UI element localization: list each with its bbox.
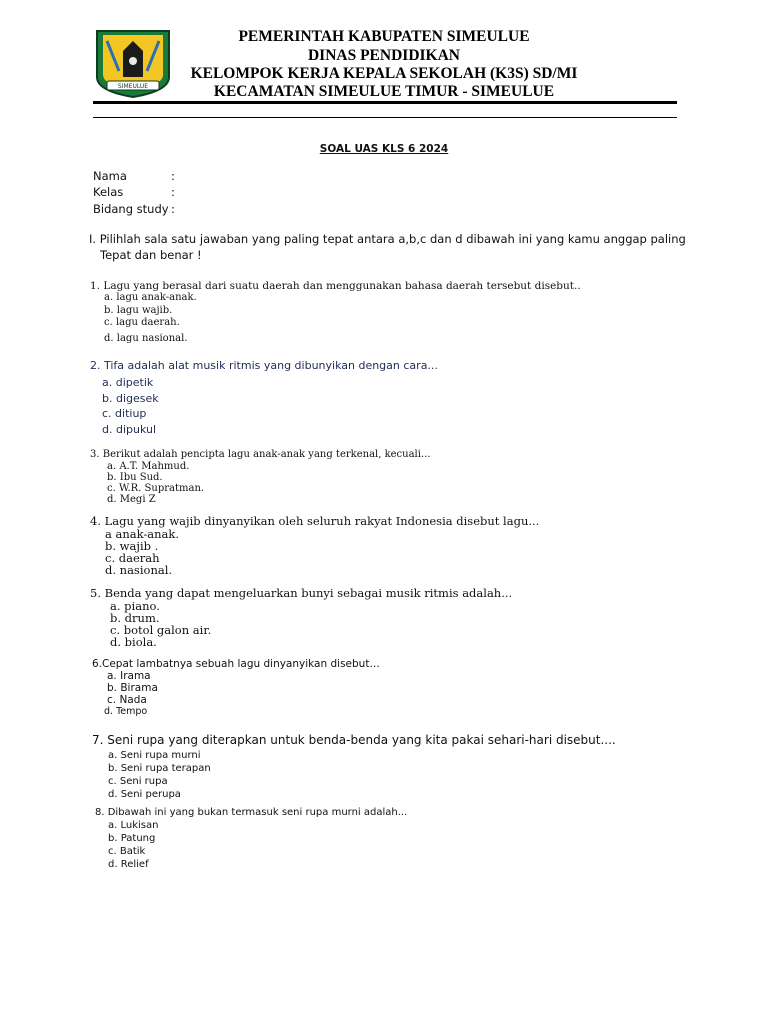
question-4 [90,514,539,576]
instruction-line-1: I. Pilihlah sala satu jawaban yang paling tepat antara a,b,c dan d dibawah ini yang kamu anggap paling [89,232,686,246]
option-a: a. Irama [107,670,151,682]
question-text: 8. Dibawah ini yang bukan termasuk seni rupa murni adalah... [95,807,408,818]
instruction-line-2: Tepat dan benar ! [100,248,202,262]
logo-ribbon-text: SIMEULUE [117,83,149,90]
identity-label: Kelas [93,185,124,199]
option-c: c. Nada [107,694,147,706]
identity-row-nama [93,169,175,183]
option-b: b. drum. [110,611,160,625]
option-b: b. wajib . [105,539,159,553]
option-d: d. Tempo [104,706,148,717]
identity-colon: : [171,185,175,199]
question-text: 7. Seni rupa yang diterapkan untuk benda-benda yang kita pakai sehari-hari disebut.... [92,733,616,747]
header-divider-thick [93,101,677,104]
header-divider-thin [93,117,677,118]
option-d: d. Seni perupa [108,789,181,800]
option-b: b. Birama [107,682,158,694]
option-a: a anak-anak. [105,527,180,541]
option-d: d. nasional. [105,563,173,577]
header-line-1: PEMERINTAH KABUPATEN SIMEULUE [238,28,530,45]
question-8 [95,807,407,871]
header-line-4: KECAMATAN SIMEULUE TIMUR - SIMEULUE [213,83,555,100]
exam-title: SOAL UAS KLS 6 2024 [319,143,449,155]
option-a: a. Seni rupa murni [108,750,201,761]
identity-label: Nama [93,169,127,183]
option-d: d. Megi Z [107,494,156,505]
option-d: d. dipukul [102,422,157,436]
option-a: a. Lukisan [108,820,159,831]
question-text: 3. Berikut adalah pencipta lagu anak-anak yang terkenal, kecuali... [90,449,431,460]
identity-row-bidang-study [93,202,175,216]
question-6 [92,658,380,718]
option-a: a. lagu anak-anak. [104,292,197,303]
option-c: c. botol galon air. [110,623,212,637]
identity-label: Bidang study [93,202,169,216]
option-b: b. lagu wajib. [104,304,173,316]
question-3 [90,449,431,505]
question-5 [90,586,512,648]
header-line-2: DINAS PENDIDIKAN [307,47,460,64]
question-text: 1. Lagu yang berasal dari suatu daerah dan menggunakan bahasa daerah tersebut disebut.. [90,280,581,292]
option-c: c. daerah [105,551,160,565]
option-a: a. A.T. Mahmud. [107,461,190,472]
option-d: d. biola. [110,635,157,649]
option-c: c. lagu daerah. [104,317,180,328]
question-text: 6.Cepat lambatnya sebuah lagu dinyanyikan disebut… [92,658,380,670]
option-b: b. Seni rupa terapan [108,763,211,774]
question-7 [92,729,616,801]
identity-colon: : [171,169,175,183]
option-b: b. Patung [108,833,156,844]
option-d: d. Relief [108,859,149,870]
option-b: b. digesek [102,391,159,405]
option-a: a. dipetik [102,376,154,389]
option-c: c. ditiup [102,407,147,420]
question-2 [90,359,438,437]
option-d: d. lagu nasional. [104,332,188,344]
option-c: c. W.R. Supratman. [107,483,205,494]
question-text: 2. Tifa adalah alat musik ritmis yang dibunyikan dengan cara... [90,359,438,372]
question-text: 4. Lagu yang wajib dinyanyikan oleh seluruh rakyat Indonesia disebut lagu... [90,514,540,528]
question-text: 5. Benda yang dapat mengeluarkan bunyi sebagai musik ritmis adalah... [90,586,513,600]
option-b: b. Ibu Sud. [107,472,163,483]
option-a: a. piano. [110,599,160,613]
identity-colon: : [171,202,175,216]
question-1 [90,280,581,345]
option-c: c. Batik [108,846,146,857]
identity-row-kelas [93,185,175,199]
header-line-3: KELOMPOK KERJA KEPALA SEKOLAH (K3S) SD/MI [190,65,578,82]
option-c: c. Seni rupa [108,776,168,787]
